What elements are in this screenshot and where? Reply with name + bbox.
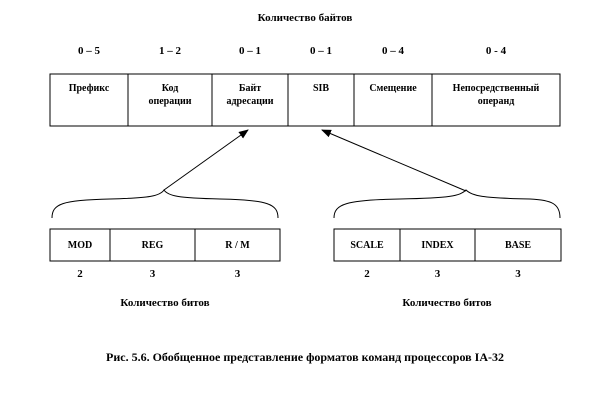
modrm-mod: MOD xyxy=(67,239,93,251)
count-opcode: 1 – 2 xyxy=(159,45,181,57)
count-immediate: 0 - 4 xyxy=(485,45,507,57)
arrow-to-modrm xyxy=(164,130,248,190)
left-brace xyxy=(52,190,278,218)
sib-index: INDEX xyxy=(421,239,454,251)
count-prefix: 0 – 5 xyxy=(78,45,100,57)
field-immediate: Непосредственный операнд xyxy=(452,83,540,107)
modrm-reg-bits: 3 xyxy=(149,268,156,280)
right-brace xyxy=(334,190,560,218)
modrm-mod-bits: 2 xyxy=(77,268,83,280)
modrm-rm-bits: 3 xyxy=(234,268,241,280)
modrm-reg: REG xyxy=(141,239,164,251)
sib-scale-bits: 2 xyxy=(364,268,370,280)
arrow-to-sib xyxy=(322,130,466,191)
count-sib: 0 – 1 xyxy=(310,45,332,57)
field-prefix: Префикс xyxy=(68,83,110,94)
sib-index-bits: 3 xyxy=(434,268,441,280)
field-modrm: Байт адресации xyxy=(226,83,274,107)
sib-scale: SCALE xyxy=(350,239,384,251)
count-modrm: 0 – 1 xyxy=(239,45,261,57)
modrm-rm: R / M xyxy=(225,239,250,251)
count-displacement: 0 – 4 xyxy=(382,45,404,57)
field-sib: SIB xyxy=(312,83,330,94)
figure-caption: Рис. 5.6. Обобщенное представление форматов команд процессоров IA-32 xyxy=(106,350,504,364)
bytes-count-label: Количество байтов xyxy=(257,12,353,24)
bits-count-label-right: Количество битов xyxy=(402,297,492,309)
bits-count-label-left: Количество битов xyxy=(120,297,210,309)
field-displacement: Смещение xyxy=(369,83,417,94)
sib-base-bits: 3 xyxy=(515,268,521,280)
sib-base: BASE xyxy=(504,239,532,251)
field-opcode: Код операции xyxy=(148,83,192,107)
